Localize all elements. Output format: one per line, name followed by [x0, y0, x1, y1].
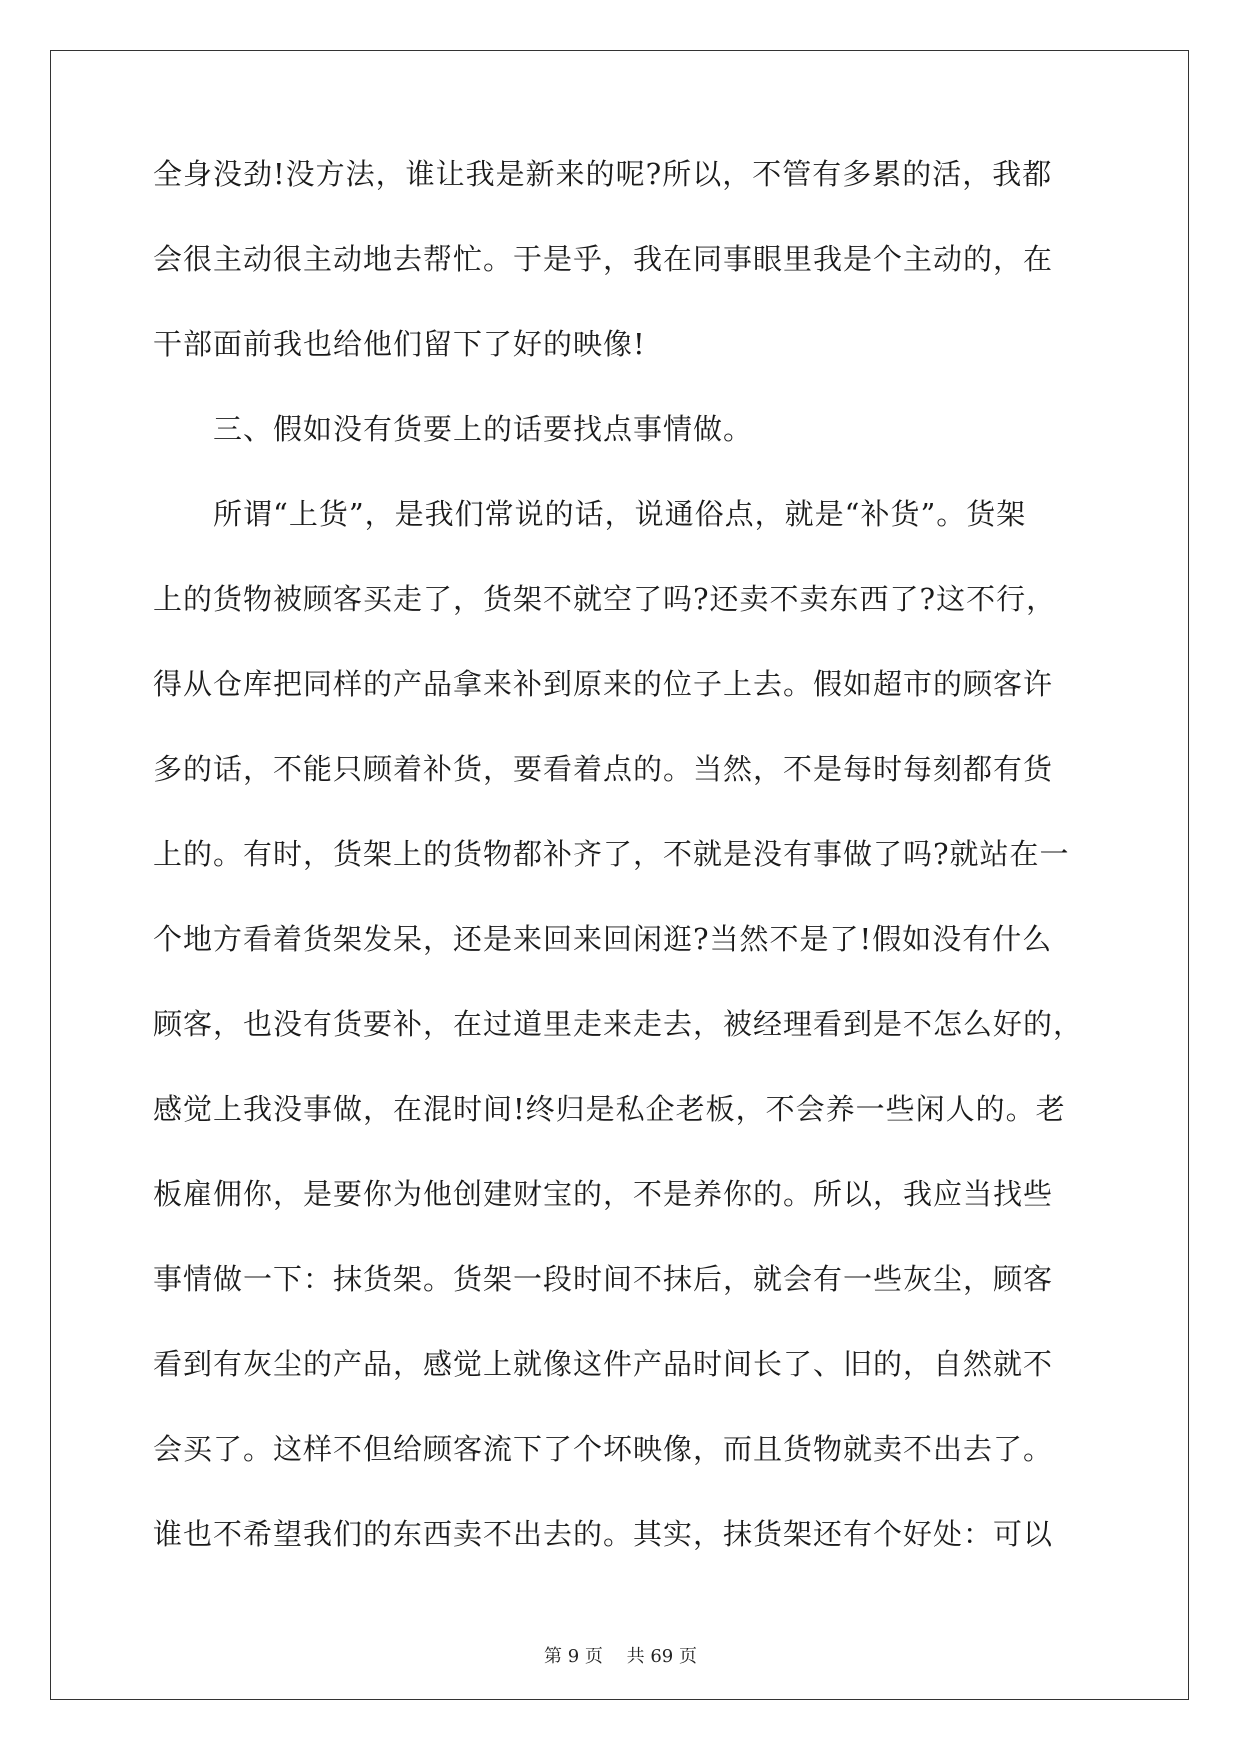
text-line: 个地方看着货架发呆，还是来回来回闲逛?当然不是了!假如没有什么	[153, 922, 1053, 956]
page-number-footer: 第 9 页 共 69 页	[544, 1646, 697, 1667]
text-line: 上的货物被顾客买走了，货架不就空了吗?还卖不卖东西了?这不行，	[153, 582, 1057, 616]
text-line: 顾客，也没有货要补，在过道里走来走去，被经理看到是不怎么好的，	[153, 1007, 1084, 1041]
text-line: 看到有灰尘的产品，感觉上就像这件产品时间长了、旧的，自然就不	[153, 1347, 1054, 1381]
text-line: 干部面前我也给他们留下了好的映像!	[153, 327, 646, 361]
text-line: 得从仓库把同样的产品拿来补到原来的位子上去。假如超市的顾客许	[153, 667, 1054, 701]
text-line: 所谓“上货”，是我们常说的话，说通俗点，就是“补货”。货架	[153, 497, 1027, 531]
text-line: 板雇佣你，是要你为他创建财宝的，不是养你的。所以，我应当找些	[153, 1177, 1054, 1211]
text-line: 会买了。这样不但给顾客流下了个坏映像，而且货物就卖不出去了。	[153, 1432, 1054, 1466]
text-line: 多的话，不能只顾着补货，要看着点的。当然，不是每时每刻都有货	[153, 752, 1054, 786]
section-heading: 三、假如没有货要上的话要找点事情做。	[153, 412, 754, 446]
text-line: 事情做一下：抹货架。货架一段时间不抹后，就会有一些灰尘，顾客	[153, 1262, 1054, 1296]
document-body	[153, 157, 1093, 1605]
text-line: 会很主动很主动地去帮忙。于是乎，我在同事眼里我是个主动的，在	[153, 242, 1054, 276]
text-line: 感觉上我没事做，在混时间!终归是私企老板，不会养一些闲人的。老	[153, 1092, 1066, 1126]
text-line: 谁也不希望我们的东西卖不出去的。其实，抹货架还有个好处：可以	[153, 1517, 1054, 1551]
text-line: 全身没劲!没方法，谁让我是新来的呢?所以，不管有多累的活，我都	[153, 157, 1053, 191]
text-line: 上的。有时，货架上的货物都补齐了，不就是没有事做了吗?就站在一	[153, 837, 1070, 871]
